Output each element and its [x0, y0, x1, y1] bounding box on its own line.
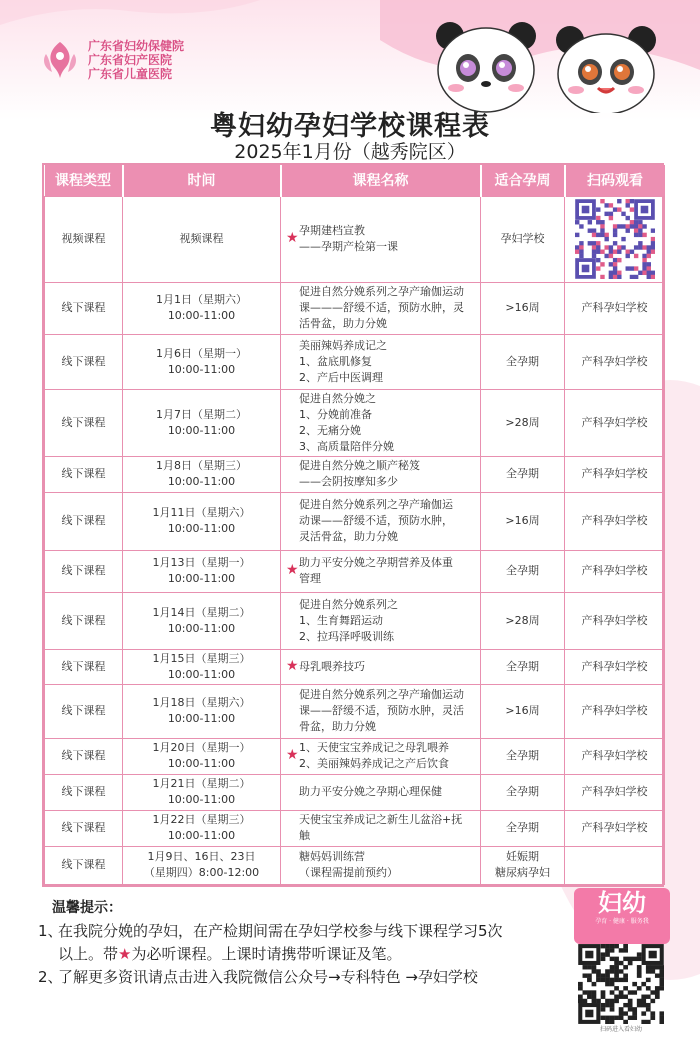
wechat-promo: [566, 886, 676, 1036]
required-star-icon: ★: [118, 945, 132, 963]
time-cell: [123, 846, 281, 884]
course-type-cell: 线下课程: [45, 738, 123, 774]
page-subtitle: 2025年1月份（越秀院区）: [234, 141, 466, 163]
cell-line: 促进自然分娩之顺产秘笈: [299, 459, 420, 472]
time-cell: [123, 592, 281, 649]
watch-cell: [565, 196, 665, 282]
cell-line: 10:00-11:00: [167, 667, 236, 681]
course-name-cell: [281, 846, 481, 884]
cell-line: 1月18日（星期六）: [152, 696, 251, 709]
time-cell: [123, 492, 281, 550]
watch-cell: 产科孕妇学校: [565, 738, 665, 774]
table-body: [45, 196, 665, 884]
course-name-cell: [281, 592, 481, 649]
cell-line: 10:00-11:00: [167, 793, 236, 806]
page-title: 粤妇幼孕妇学校课程表: [210, 111, 490, 142]
weeks-cell: [481, 684, 565, 738]
column-header-type: 课程类型: [45, 165, 123, 196]
course-type-cell: 线下课程: [45, 282, 123, 334]
weeks-cell: [481, 774, 565, 810]
time-cell: [123, 282, 281, 334]
cell-line: 孕期建档宣教: [299, 224, 365, 237]
cell-line: 助力平安分娩之孕期营养及体重: [299, 556, 453, 569]
cell-line: （星期四）8:00-12:00: [143, 866, 260, 879]
tip-line: 了解更多资讯请点击进入我院微信公众号→专科特色 →孕妇学校: [58, 968, 478, 986]
course-name-cell: [281, 774, 481, 810]
cell-line: 10:00-11:00: [167, 362, 236, 376]
course-type-cell: 线下课程: [45, 846, 123, 884]
cell-line: 1月8日（星期三）: [156, 459, 247, 472]
cell-line: 1月6日（星期一）: [156, 346, 247, 360]
table-row: [45, 196, 665, 282]
watch-cell: 产科孕妇学校: [565, 810, 665, 846]
cell-line: 1月13日（星期一）: [152, 556, 251, 569]
table-row: [45, 492, 665, 550]
tip-line: 在我院分娩的孕妇，在产检期间需在孕妇学校参与线下课程学习5次: [58, 922, 503, 940]
table-row: [45, 592, 665, 649]
weeks-cell: [481, 810, 565, 846]
time-cell: [123, 774, 281, 810]
column-header-weeks: 适合孕周: [481, 165, 565, 196]
table-row: [45, 684, 665, 738]
weeks-cell: [481, 196, 565, 282]
tip-number: 1、: [38, 922, 63, 940]
weeks-cell: [481, 334, 565, 389]
cell-line: 10:00-11:00: [167, 621, 236, 635]
watch-cell: [565, 846, 665, 884]
table-row: [45, 774, 665, 810]
weeks-cell: [481, 389, 565, 456]
tip-item-1: [38, 920, 568, 966]
cell-line: 促进自然分娩之: [299, 391, 376, 405]
tips-title: 温馨提示：: [52, 900, 122, 916]
cell-line: 课——舒缓不适，预防水肿，灵活: [299, 704, 464, 717]
course-name-cell: [281, 334, 481, 389]
wechat-qr-code[interactable]: [578, 944, 664, 1024]
cell-line: 母乳喂养技巧: [299, 659, 365, 673]
required-star-icon: ★: [286, 562, 299, 578]
hospital-name-3: 广东省儿童医院: [88, 67, 173, 81]
course-type-cell: 线下课程: [45, 592, 123, 649]
watch-cell: 产科孕妇学校: [565, 592, 665, 649]
weeks-cell: [481, 492, 565, 550]
cell-line: 全孕期: [506, 821, 539, 834]
cell-line: ——孕期产检第一课: [299, 240, 398, 253]
cell-line: 10:00-11:00: [167, 423, 236, 437]
cell-line: 2、无痛分娩: [299, 423, 361, 437]
time-cell: [123, 684, 281, 738]
column-header-course: 课程名称: [281, 165, 481, 196]
cell-line: 1月11日（星期六）: [152, 506, 251, 519]
course-name-cell: [281, 684, 481, 738]
course-type-cell: 线下课程: [45, 389, 123, 456]
cell-line: 1、天使宝宝养成记之母乳喂养: [299, 741, 449, 754]
watch-cell: 产科孕妇学校: [565, 649, 665, 684]
course-name-cell: [281, 196, 481, 282]
cell-line: 10:00-11:00: [167, 309, 236, 322]
panda-mascots-illustration: [430, 18, 660, 113]
schedule-table: [42, 163, 664, 887]
cell-line: 10:00-11:00: [167, 475, 236, 488]
cell-line: 10:00-11:00: [167, 712, 236, 725]
time-cell: [123, 334, 281, 389]
watch-cell: 产科孕妇学校: [565, 684, 665, 738]
cell-line: >28周: [505, 613, 540, 627]
table-row: [45, 846, 665, 884]
course-type-cell: 线下课程: [45, 684, 123, 738]
cell-line: （课程需提前预约）: [299, 866, 398, 879]
cell-line: 1、分娩前准备: [299, 407, 372, 421]
cell-line: 动课——舒缓不适，预防水肿，: [299, 514, 453, 527]
table-row: [45, 738, 665, 774]
tips-section: [38, 897, 568, 989]
course-name-cell: [281, 550, 481, 592]
time-cell: [123, 738, 281, 774]
tip-number: 2、: [38, 968, 63, 986]
cell-line: 3、高质量陪伴分娩: [299, 439, 394, 453]
cell-line: 10:00-11:00: [167, 572, 236, 585]
cell-line: >16周: [505, 514, 540, 527]
watch-cell: 产科孕妇学校: [565, 456, 665, 492]
course-name-cell: [281, 492, 481, 550]
watch-cell: 产科孕妇学校: [565, 774, 665, 810]
hospital-name-1: 广东省妇幼保健院: [88, 39, 185, 53]
watch-cell: 产科孕妇学校: [565, 492, 665, 550]
watch-cell: 产科孕妇学校: [565, 334, 665, 389]
cell-line: 促进自然分娩系列之孕产瑜伽运: [299, 498, 453, 511]
cell-line: ——会阴按摩知多少: [299, 475, 398, 488]
cell-line: 1、生育舞蹈运动: [299, 613, 383, 627]
cell-line: 糖妈妈训练营: [299, 850, 365, 863]
table-row: [45, 389, 665, 456]
hospital-logo-block: [38, 38, 184, 82]
required-star-icon: ★: [286, 657, 299, 674]
table-row: [45, 334, 665, 389]
course-type-cell: 视频课程: [45, 196, 123, 282]
weeks-cell: [481, 846, 565, 884]
weeks-cell: [481, 738, 565, 774]
course-name-cell: [281, 389, 481, 456]
cell-line: 2、拉玛泽呼吸训练: [299, 629, 394, 643]
video-qr-code[interactable]: [575, 199, 655, 279]
promo-banner: [574, 888, 670, 944]
course-name-cell: [281, 738, 481, 774]
cell-line: 1、盆底肌修复: [299, 354, 372, 368]
cell-line: 全孕期: [506, 467, 539, 480]
cell-line: 活骨盆，助力分娩: [299, 317, 387, 330]
table-row: [45, 550, 665, 592]
cell-line: 全孕期: [506, 564, 539, 577]
cell-line: 妊娠期: [506, 850, 539, 863]
table-row: [45, 456, 665, 492]
cell-line: >16周: [505, 704, 540, 717]
cell-line: 助力平安分娩之孕期心理保健: [299, 785, 442, 798]
cell-line: 1月22日（星期三）: [152, 813, 251, 826]
cell-line: 2、产后中医调理: [299, 370, 383, 384]
cell-line: 全孕期: [506, 354, 539, 368]
cell-line: 课———舒缓不适，预防水肿，灵: [299, 301, 464, 314]
cell-line: 促进自然分娩系列之孕产瑜伽运动: [299, 688, 464, 701]
watch-cell: 产科孕妇学校: [565, 282, 665, 334]
course-type-cell: 线下课程: [45, 334, 123, 389]
hospital-name-2: 广东省妇产医院: [88, 53, 173, 67]
cell-line: 1月14日（星期二）: [152, 605, 251, 619]
required-star-icon: ★: [286, 230, 299, 246]
promo-caption: 扫码进入看妇幼: [599, 1026, 642, 1033]
weeks-cell: [481, 649, 565, 684]
column-header-time: 时间: [123, 165, 281, 196]
hospital-names: [88, 39, 184, 81]
time-cell: [123, 456, 281, 492]
time-cell: [123, 810, 281, 846]
course-name-cell: [281, 810, 481, 846]
cell-line: 天使宝宝养成记之新生儿盆浴+抚: [299, 813, 463, 826]
tip-line: 以上。带★为必听课程。上课时请携带听课证及笔。: [58, 945, 402, 963]
watch-cell: 产科孕妇学校: [565, 389, 665, 456]
cell-line: 灵活骨盆，助力分娩: [299, 530, 398, 543]
cell-line: 10:00-11:00: [167, 522, 236, 535]
table-row: [45, 282, 665, 334]
cell-line: 糖尿病孕妇: [495, 866, 550, 879]
course-name-cell: [281, 282, 481, 334]
cell-line: 1月7日（星期二）: [156, 407, 247, 421]
promo-brand: 妇幼: [598, 889, 646, 917]
cell-line: 促进自然分娩系列之孕产瑜伽运动: [299, 285, 464, 298]
table-header-row: [45, 165, 665, 196]
column-header-watch: 扫码观看: [565, 165, 665, 196]
course-type-cell: 线下课程: [45, 456, 123, 492]
cell-line: 10:00-11:00: [167, 829, 236, 842]
time-cell: [123, 196, 281, 282]
cell-line: 触: [299, 829, 310, 842]
course-name-cell: [281, 456, 481, 492]
course-type-cell: 线下课程: [45, 649, 123, 684]
cell-line: 1月21日（星期二）: [152, 777, 251, 790]
cell-line: 1月15日（星期三）: [152, 651, 251, 665]
cell-line: 美丽辣妈养成记之: [299, 338, 387, 352]
cell-line: 管理: [299, 572, 321, 585]
cell-line: 全孕期: [506, 659, 539, 673]
cell-line: 促进自然分娩系列之: [299, 597, 398, 611]
course-type-cell: 线下课程: [45, 774, 123, 810]
time-cell: [123, 550, 281, 592]
weeks-cell: [481, 592, 565, 649]
table-row: [45, 810, 665, 846]
cell-line: 1月1日（星期六）: [156, 293, 247, 306]
cell-line: 1月9日、16日、23日: [147, 850, 256, 863]
cell-line: >16周: [505, 301, 540, 314]
cell-line: 孕妇学校: [500, 232, 545, 245]
cell-line: 视频课程: [179, 232, 224, 245]
promo-tagline: 孕育 · 健康 · 服务我: [595, 918, 649, 925]
weeks-cell: [481, 282, 565, 334]
cell-line: 10:00-11:00: [167, 757, 236, 770]
cell-line: 骨盆，助力分娩: [299, 720, 376, 733]
required-star-icon: ★: [286, 747, 299, 763]
cell-line: 全孕期: [506, 749, 539, 762]
course-name-cell: [281, 649, 481, 684]
weeks-cell: [481, 456, 565, 492]
watch-cell: 产科孕妇学校: [565, 550, 665, 592]
course-type-cell: 线下课程: [45, 550, 123, 592]
cell-line: 全孕期: [506, 785, 539, 798]
cell-line: >28周: [505, 415, 540, 429]
time-cell: [123, 389, 281, 456]
cell-line: 2、美丽辣妈养成记之产后饮食: [299, 757, 449, 770]
table-row: [45, 649, 665, 684]
course-type-cell: 线下课程: [45, 810, 123, 846]
hospital-logo-icon: [38, 38, 82, 82]
cell-line: 1月20日（星期一）: [152, 741, 251, 754]
time-cell: [123, 649, 281, 684]
weeks-cell: [481, 550, 565, 592]
tip-item-2: [38, 966, 568, 989]
course-type-cell: 线下课程: [45, 492, 123, 550]
